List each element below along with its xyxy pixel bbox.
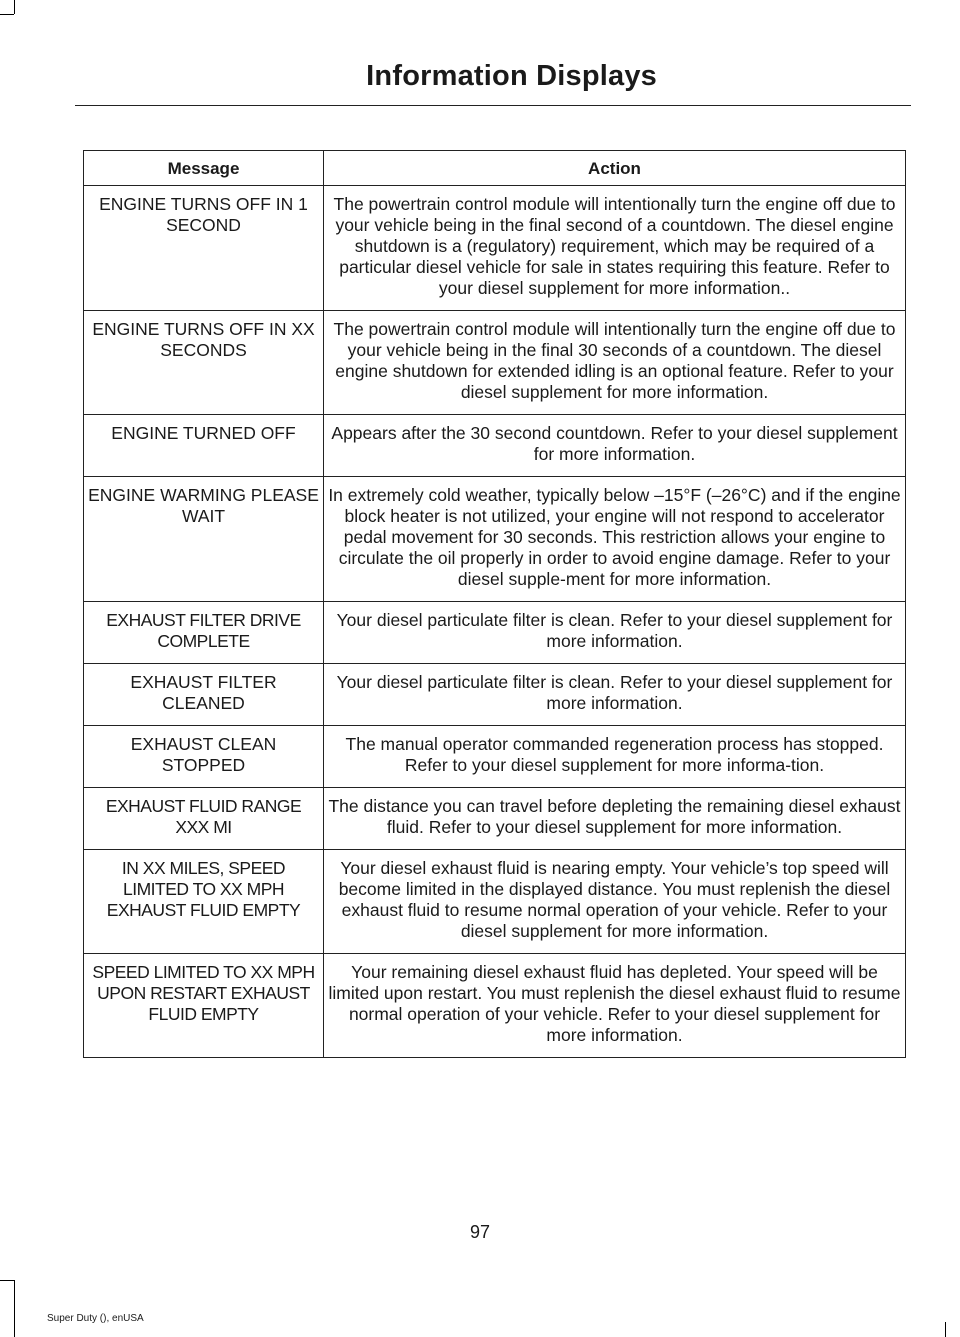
message-cell: EXHAUST FILTER DRIVE COMPLETE (84, 602, 324, 664)
column-header-action: Action (324, 151, 906, 186)
crop-mark-bottom-right-v (945, 1322, 946, 1337)
table-row (84, 477, 906, 602)
table-row (84, 954, 906, 1058)
message-cell: SPEED LIMITED TO XX MPH UPON RESTART EXHAUST FLUID EMPTY (84, 954, 324, 1058)
action-cell: The powertrain control module will intentionally turn the engine off due to your vehicle being in the final second of a countdown. The diesel engine shutdown is a (regulatory) requirement, which may be required of a particular diesel vehicle for sale in states requiring this feature. Refer to your diesel supplement for more information.. (324, 186, 906, 311)
action-cell: Your remaining diesel exhaust fluid has depleted. Your speed will be limited upon restart. You must replenish the diesel exhaust fluid to resume normal operation of your vehicle. Refer to your diesel supplement for more information. (324, 954, 906, 1058)
table-header-row (84, 151, 906, 186)
action-cell: The manual operator commanded regeneration process has stopped. Refer to your diesel supplement for more informa-tion. (324, 726, 906, 788)
page-title: Information Displays (366, 60, 657, 92)
action-cell: Your diesel particulate filter is clean. Refer to your diesel supplement for more information. (324, 664, 906, 726)
table-row (84, 664, 906, 726)
table-row (84, 186, 906, 311)
message-cell: EXHAUST CLEAN STOPPED (84, 726, 324, 788)
column-header-message: Message (84, 151, 324, 186)
action-cell: The powertrain control module will intentionally turn the engine off due to your vehicle being in the final 30 seconds of a countdown. The diesel engine shutdown for extended idling is an optional feature. Refer to your diesel supplement for more information. (324, 311, 906, 415)
message-cell: ENGINE TURNS OFF IN XX SECONDS (84, 311, 324, 415)
header-divider (75, 105, 911, 106)
table-row (84, 602, 906, 664)
message-cell: IN XX MILES, SPEED LIMITED TO XX MPH EXHAUST FLUID EMPTY (84, 850, 324, 954)
message-cell: ENGINE TURNED OFF (84, 415, 324, 477)
message-cell: ENGINE WARMING PLEASE WAIT (84, 477, 324, 602)
action-cell: The distance you can travel before depleting the remaining diesel exhaust fluid. Refer to your diesel supplement for more information. (324, 788, 906, 850)
page-number: 97 (469, 1222, 491, 1242)
action-cell: In extremely cold weather, typically below –15°F (–26°C) and if the engine block heater is not utilized, your engine will not respond to accelerator pedal movement for 30 seconds. This restriction allows your engine to circulate the oil properly in order to avoid engine damage. Refer to your diesel supple-ment for more information. (324, 477, 906, 602)
table-row (84, 311, 906, 415)
message-table (83, 150, 906, 1058)
crop-mark-bottom-left-v (14, 1280, 15, 1337)
table-row (84, 415, 906, 477)
crop-mark-bottom-left-h (0, 1280, 14, 1281)
message-cell: EXHAUST FLUID RANGE XXX MI (84, 788, 324, 850)
action-cell: Appears after the 30 second countdown. Refer to your diesel supplement for more information. (324, 415, 906, 477)
crop-mark-top-left-h (0, 14, 14, 15)
table-row (84, 788, 906, 850)
message-cell: EXHAUST FILTER CLEANED (84, 664, 324, 726)
table-row (84, 726, 906, 788)
action-cell: Your diesel particulate filter is clean. Refer to your diesel supplement for more information. (324, 602, 906, 664)
crop-mark-top-left-v (14, 0, 15, 14)
table-row (84, 850, 906, 954)
publication-footer: Super Duty (), enUSA (47, 1313, 144, 1324)
action-cell: Your diesel exhaust fluid is nearing empty. Your vehicle’s top speed will become limited in the displayed distance. You must replenish the diesel exhaust fluid to resume normal operation of your vehicle. Refer to your diesel supplement for more information. (324, 850, 906, 954)
message-cell: ENGINE TURNS OFF IN 1 SECOND (84, 186, 324, 311)
